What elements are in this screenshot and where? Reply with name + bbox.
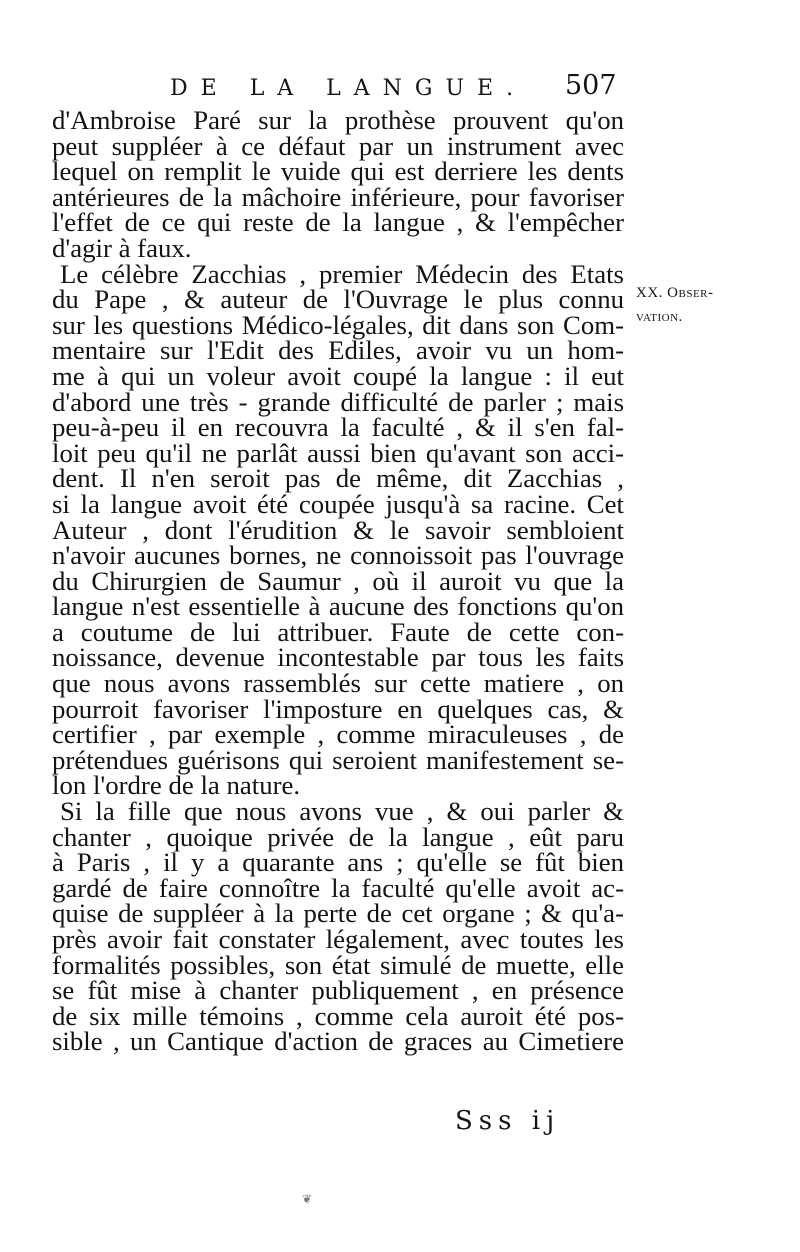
text-line: près avoir fait constater légalement, avec toutes les <box>52 924 624 954</box>
text-line: prétendues guérisons qui seroient manifestement se- <box>52 744 624 775</box>
text-line: loit peu qu'il ne parlât aussi bien qu'avant son acci- <box>52 437 624 468</box>
text-line: pourroit favoriser l'imposture en quelques cas, & <box>52 693 624 724</box>
text-line: du Pape , & auteur de l'Ouvrage le plus connu <box>52 284 624 315</box>
body-text <box>52 105 624 1057</box>
text-line: du Chirurgien de Saumur , où il auroit vu que la <box>52 565 624 596</box>
margin-note-line: XX. Obser- <box>636 285 714 301</box>
text-line: peut suppléer à ce défaut par un instrument avec <box>52 130 624 161</box>
text-line: n'avoir aucunes bornes, ne connoissoit pas l'ouvrage <box>52 540 624 571</box>
margin-note-line: vation. <box>636 309 683 325</box>
text-line: noissance, devenue incontestable par tous les faits <box>52 642 624 673</box>
text-line: mentaire sur l'Edit des Ediles, avoir vu un hom- <box>52 335 624 366</box>
text-line: sible , un Cantique d'action de graces au Cimetiere <box>52 1026 624 1057</box>
text-line: Auteur , dont l'érudition & le savoir sembloient <box>52 514 624 545</box>
text-line: se fût mise à chanter publiquement , en présence <box>52 975 624 1006</box>
text-line: me à qui un voleur avoit coupé la langue : il eut <box>52 360 624 391</box>
text-line: lon l'ordre de la nature. <box>52 770 301 801</box>
text-line: de six mille témoins , comme cela auroit été pos- <box>52 1000 624 1031</box>
text-line: chanter , quoique privée de la langue , eût paru <box>52 821 624 852</box>
text-line: dent. Il n'en seroit pas de même, dit Zacchias , <box>52 463 624 494</box>
text-line: à Paris , il y a quarante ans ; qu'elle se fût bien <box>52 847 624 878</box>
signature-mark: Sss ij <box>455 1106 561 1136</box>
text-line: certifier , par exemple , comme miraculeuses , de <box>52 719 624 750</box>
text-line: que nous avons rassemblés sur cette matiere , on <box>52 668 624 699</box>
text-line: d'agir à faux. <box>52 232 192 263</box>
text-line: d'Ambroise Paré sur la prothèse prouvent qu'on <box>52 105 624 135</box>
text-line: si la langue avoit été coupée jusqu'à sa racine. Cet <box>52 488 624 519</box>
text-line: l'effet de ce qui reste de la langue , & l'empêcher <box>52 207 624 238</box>
text-line: gardé de faire connoître la faculté qu'elle avoit ac- <box>52 872 624 903</box>
ornament-icon: ❦ <box>302 1192 313 1206</box>
text-line: Le célèbre Zacchias , premier Médecin des Etats <box>60 258 624 289</box>
text-line: sur les questions Médico-légales, dit dans son Com- <box>52 309 624 340</box>
text-line: Si la fille que nous avons vue , & oui parler & <box>60 796 624 827</box>
text-line: lequel on remplit le vuide qui est derriere les dents <box>52 156 624 187</box>
running-head: DE LA LANGUE. <box>170 76 527 101</box>
text-line: a coutume de lui attribuer. Faute de cette con- <box>52 616 624 647</box>
margin-note <box>636 281 714 329</box>
text-line: langue n'est essentielle à aucune des fonctions qu'on <box>52 591 624 622</box>
text-line: antérieures de la mâchoire inférieure, pour favoriser <box>52 181 624 212</box>
text-line: quise de suppléer à la perte de cet organe ; & qu'a- <box>52 898 624 929</box>
text-line: formalités possibles, son état simulé de muette, elle <box>52 949 624 980</box>
text-line: peu-à-peu il en recouvra la faculté , & il s'en fal- <box>52 412 624 443</box>
page-number: 507 <box>565 70 617 101</box>
text-line: d'abord une très - grande difficulté de parler ; mais <box>52 386 624 417</box>
